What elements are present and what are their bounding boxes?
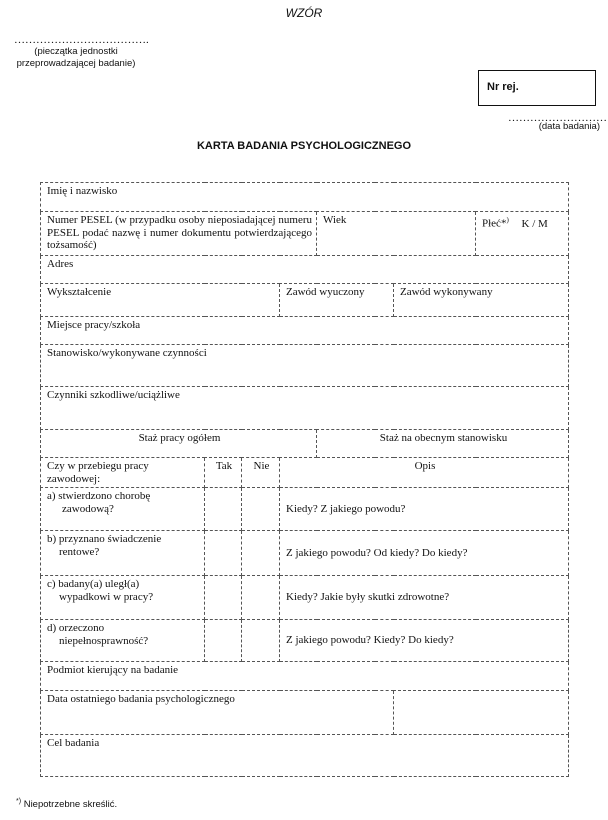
field-age[interactable] — [317, 212, 476, 256]
field-hazards[interactable] — [41, 387, 569, 430]
column-header-nie-label: Nie — [253, 460, 270, 472]
question-label — [41, 620, 205, 662]
stamp-dotted-line: ………………………………. — [14, 34, 149, 46]
question-label — [41, 488, 205, 531]
field-learned-profession[interactable] — [280, 284, 394, 317]
description-prompt: Z jakiego powodu? Od kiedy? Do kiedy? — [286, 546, 468, 559]
answer-tak-cell[interactable] — [205, 576, 242, 620]
page-title: KARTA BADANIA PSYCHOLOGICZNEGO — [196, 140, 412, 152]
field-performed-profession[interactable] — [394, 284, 569, 317]
question-label-line-1: a) stwierdzono chorobę — [47, 490, 151, 502]
question-label — [41, 531, 205, 576]
description-prompt: Kiedy? Z jakiego powodu? — [286, 502, 406, 515]
field-position-label: Stanowisko/wykonywane czynności — [47, 347, 207, 359]
field-performed-profession-label: Zawód wykonywany — [400, 286, 493, 298]
field-address-label: Adres — [47, 258, 74, 270]
field-pesel-label: Numer PESEL (w przypadku osoby nieposiadającej numeru PESEL podać nazwę i numer dokumentu potwierdzającego tożsamość) — [47, 214, 312, 251]
field-education[interactable] — [41, 284, 280, 317]
field-sex-label: Płeć* — [482, 217, 507, 230]
column-header-opis-label: Opis — [414, 460, 436, 472]
answer-nie-cell[interactable] — [242, 488, 280, 531]
answer-tak-cell[interactable] — [205, 488, 242, 531]
field-total-seniority-label: Staż pracy ogółem — [138, 432, 221, 444]
field-education-label: Wykształcenie — [47, 286, 112, 298]
question-label — [41, 576, 205, 620]
description-prompt: Z jakiego powodu? Kiedy? Do kiedy? — [286, 634, 454, 647]
field-name-label: Imię i nazwisko — [47, 185, 118, 197]
field-purpose-label: Cel badania — [47, 737, 100, 749]
registration-number-label: Nr rej. — [487, 81, 519, 93]
field-current-seniority[interactable] — [317, 430, 569, 458]
footnote-marker: *) — [16, 798, 22, 805]
description-cell[interactable] — [280, 620, 569, 662]
question-label-line-1: c) badany(a) uległ(a) — [47, 578, 140, 590]
stamp-caption — [6, 46, 146, 70]
field-referring-entity-label: Podmiot kierujący na badanie — [47, 664, 179, 676]
field-sex-options: K / M — [521, 217, 548, 230]
field-total-seniority[interactable] — [41, 430, 317, 458]
field-learned-profession-label: Zawód wyuczony — [286, 286, 365, 298]
field-referring-entity[interactable] — [41, 662, 569, 691]
footnote-text: Niepotrzebne skreślić. — [23, 799, 118, 811]
field-name[interactable] — [41, 183, 569, 212]
field-sex[interactable] — [476, 212, 569, 256]
question-row — [41, 620, 569, 662]
exam-date-caption: (data badania) — [538, 121, 600, 132]
description-cell[interactable] — [280, 576, 569, 620]
footnote — [16, 798, 117, 810]
answer-tak-cell[interactable] — [205, 531, 242, 576]
answer-tak-cell[interactable] — [205, 620, 242, 662]
question-label-line-2: niepełnosprawność? — [59, 634, 149, 647]
description-cell[interactable] — [280, 531, 569, 576]
question-row — [41, 576, 569, 620]
column-header-tak — [205, 458, 242, 488]
footnote-mark: ) — [506, 216, 509, 224]
question-label-line-2: wypadkowi w pracy? — [59, 590, 154, 603]
field-workplace-label: Miejsce pracy/szkoła — [47, 319, 141, 331]
field-last-exam-date-label: Data ostatniego badania psychologicznego — [47, 693, 235, 705]
question-header — [41, 458, 205, 488]
field-current-seniority-label: Staż na obecnym stanowisku — [379, 432, 508, 444]
description-cell[interactable] — [280, 488, 569, 531]
column-header-nie — [242, 458, 280, 488]
field-address[interactable] — [41, 256, 569, 284]
template-label: WZÓR — [285, 6, 323, 20]
question-label-line-2: rentowe? — [59, 545, 100, 558]
field-last-exam-date-value[interactable] — [394, 691, 569, 735]
answer-nie-cell[interactable] — [242, 576, 280, 620]
answer-nie-cell[interactable] — [242, 620, 280, 662]
registration-number-box[interactable] — [478, 70, 596, 106]
field-position[interactable] — [41, 345, 569, 387]
question-row — [41, 488, 569, 531]
column-header-tak-label: Tak — [215, 460, 233, 472]
field-pesel[interactable] — [41, 212, 317, 256]
description-prompt: Kiedy? Jakie były skutki zdrowotne? — [286, 591, 450, 604]
psychological-exam-form — [40, 182, 569, 777]
question-label-line-1: d) orzeczono — [47, 622, 105, 634]
question-header-label: Czy w przebiegu pracy zawodowej: — [47, 460, 149, 485]
field-age-label: Wiek — [323, 214, 347, 226]
question-label-line-2: zawodową? — [62, 502, 114, 515]
field-purpose[interactable] — [41, 735, 569, 777]
stamp-caption-line-2: przeprowadzającej badanie) — [16, 58, 136, 69]
column-header-opis — [280, 458, 569, 488]
field-hazards-label: Czynniki szkodliwe/uciążliwe — [47, 389, 180, 401]
field-workplace[interactable] — [41, 317, 569, 345]
question-label-line-1: b) przyznano świadczenie — [47, 533, 162, 545]
field-last-exam-date[interactable] — [41, 691, 394, 735]
question-row — [41, 531, 569, 576]
exam-date-dotted-line: ……………………… — [508, 112, 607, 124]
stamp-caption-line-1: (pieczątka jednostki — [34, 46, 118, 57]
answer-nie-cell[interactable] — [242, 531, 280, 576]
